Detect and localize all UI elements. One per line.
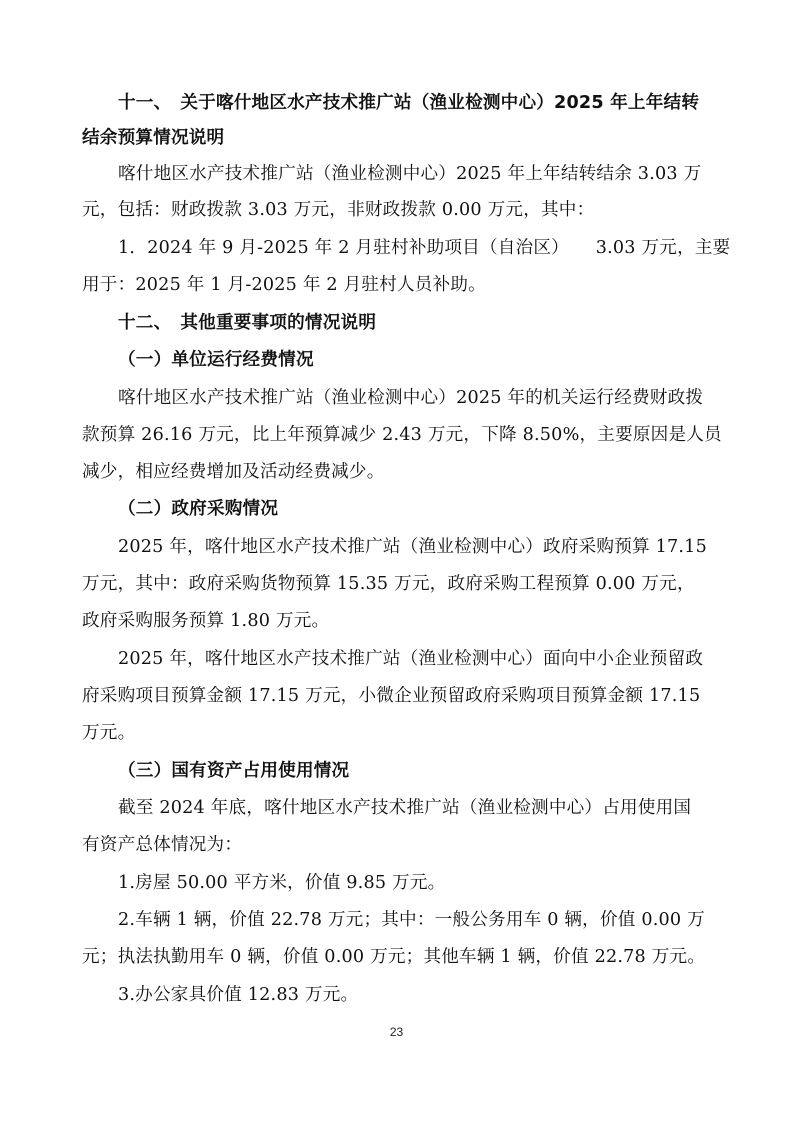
subsection-3-p1-line2: 有资产总体情况为： [82, 835, 243, 855]
subsection-2-p1-line1: 2025 年，喀什地区水产技术推广站（渔业检测中心）政府采购预算 17.15 [118, 537, 707, 557]
subsection-3-heading: （三）国有资产占用使用情况 [118, 761, 350, 781]
section-11-heading-line2: 结余预算情况说明 [82, 128, 225, 148]
subsection-2-heading: （二）政府采购情况 [118, 499, 279, 519]
subsection-1-line1: 喀什地区水产技术推广站（渔业检测中心）2025 年的机关运行经费财政拨 [118, 388, 704, 408]
section-11-para1-line2: 元，包括：财政拨款 3.03 万元，非财政拨款 0.00 万元，其中： [82, 200, 595, 220]
subsection-2-p1-line2: 万元，其中：政府采购货物预算 15.35 万元，政府采购工程预算 0.00 万元， [82, 574, 695, 594]
section-11-para2-line1: 1．2024 年 9 月-2025 年 2 月驻村补助项目（自治区） 3.03 万元，主要 [118, 238, 731, 258]
subsection-2-p2-line1: 2025 年，喀什地区水产技术推广站（渔业检测中心）面向中小企业预留政 [118, 649, 704, 669]
subsection-3-p1-line1: 截至 2024 年底，喀什地区水产技术推广站（渔业检测中心）占用使用国 [118, 798, 692, 818]
subsection-1-heading: （一）单位运行经费情况 [118, 350, 314, 370]
subsection-1-line3: 减少，相应经费增加及活动经费减少。 [82, 462, 385, 482]
section-11-para2-line2: 用于：2025 年 1 月-2025 年 2 月驻村人员补助。 [82, 275, 486, 295]
subsection-2-p1-line3: 政府采购服务预算 1.80 万元。 [82, 611, 330, 631]
page-number: 23 [389, 1025, 404, 1039]
subsection-2-p2-line3: 万元。 [82, 723, 136, 743]
subsection-3-item2-line2: 元；执法执勤用车 0 辆，价值 0.00 万元；其他车辆 1 辆，价值 22.78 万元。 [82, 947, 706, 967]
section-11-para1-line1: 喀什地区水产技术推广站（渔业检测中心）2025 年上年结转结余 3.03 万 [118, 164, 702, 184]
subsection-3-item2-line1: 2.车辆 1 辆，价值 22.78 万元；其中：一般公务用车 0 辆，价值 0.00 万 [118, 910, 705, 930]
section-12-heading: 十二、 其他重要事项的情况说明 [118, 313, 377, 333]
section-11-heading-line1: 十一、 关于喀什地区水产技术推广站（渔业检测中心）2025 年上年结转 [118, 93, 700, 113]
subsection-3-item3: 3.办公家具价值 12.83 万元。 [118, 985, 359, 1005]
subsection-3-item1: 1.房屋 50.00 平方米，价值 9.85 万元。 [118, 873, 446, 893]
subsection-1-line2: 款预算 26.16 万元，比上年预算减少 2.43 万元，下降 8.50%，主要原因是人员 [82, 425, 722, 445]
subsection-2-p2-line2: 府采购项目预算金额 17.15 万元，小微企业预留政府采购项目预算金额 17.15 [82, 686, 701, 706]
